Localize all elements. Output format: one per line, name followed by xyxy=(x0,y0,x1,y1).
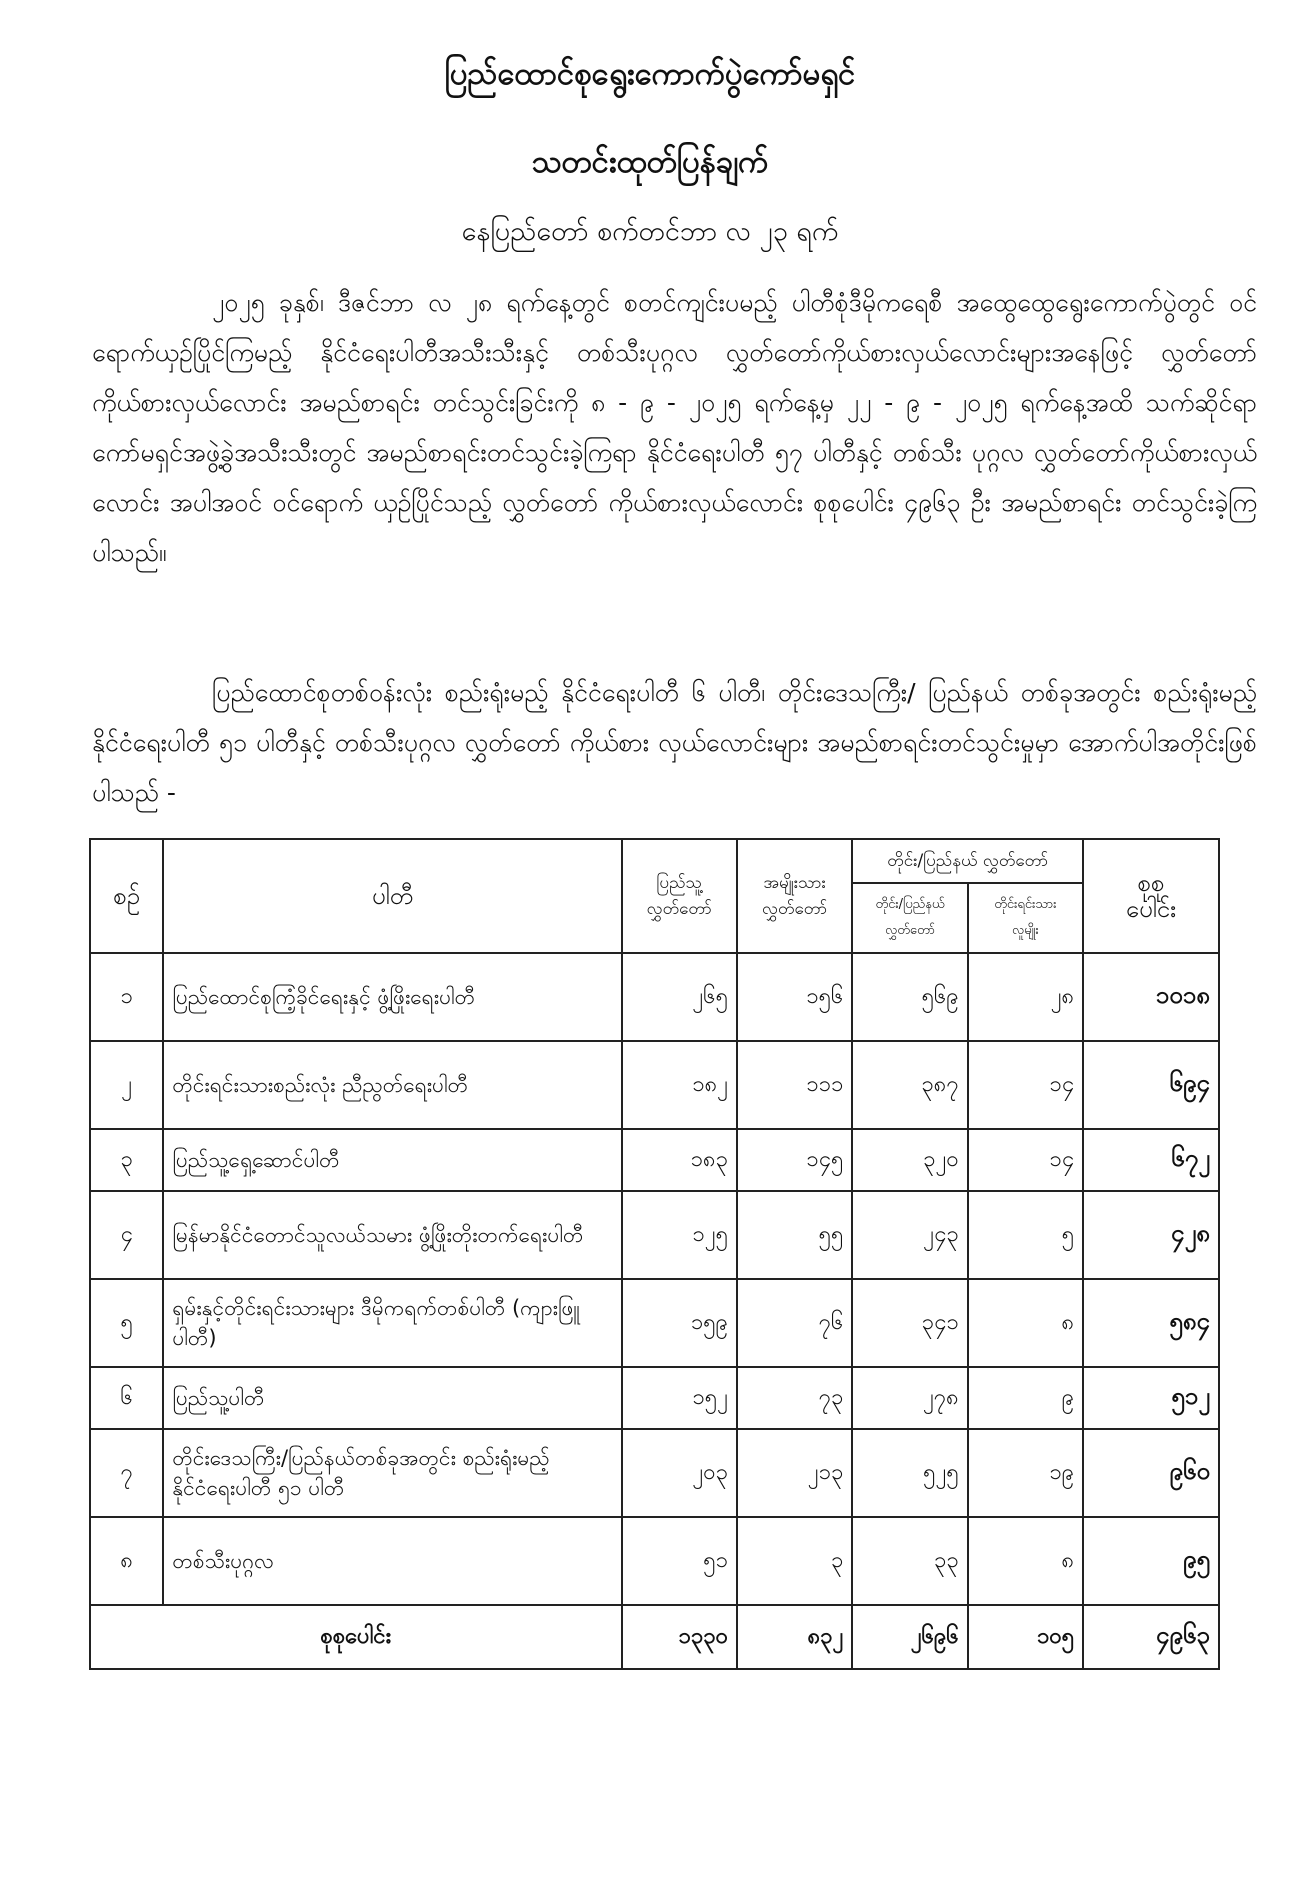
row-total: ၄၂၈ xyxy=(1083,1191,1219,1279)
row-no: ၄ xyxy=(90,1191,163,1279)
row-ethnic: ၅ xyxy=(968,1191,1083,1279)
dateline: နေပြည်တော် စက်တင်ဘာ လ ၂၃ ရက် xyxy=(461,216,839,247)
row-total: ၅၁၂ xyxy=(1083,1367,1219,1429)
row-region: ၅၆၉ xyxy=(852,953,967,1041)
table-row xyxy=(90,1517,1219,1605)
header-party: ပါတီ xyxy=(163,839,621,953)
table-body xyxy=(90,953,1219,1605)
table-row xyxy=(90,1041,1219,1129)
row-region: ၂၇၈ xyxy=(852,1367,967,1429)
row-no: ၆ xyxy=(90,1367,163,1429)
row-pyithu: ၁၅၂ xyxy=(622,1367,737,1429)
totals-amyotha: ၈၃၂ xyxy=(737,1605,852,1669)
candidate-table xyxy=(89,838,1220,1670)
document-subtitle: သတင်းထုတ်ပြန်ချက် xyxy=(531,144,769,180)
row-no: ၃ xyxy=(90,1129,163,1191)
row-total: ၆၉၄ xyxy=(1083,1041,1219,1129)
header-amyotha: အမျိုးသား လွှတ်တော် xyxy=(737,839,852,953)
header-region-hluttaw: တိုင်း/ပြည်နယ် လွှတ်တော် xyxy=(852,883,967,953)
row-party: မြန်မာနိုင်ငံတောင်သူလယ်သမား ဖွံ့ဖြိုးတိုးတက်ရေးပါတီ xyxy=(163,1191,621,1279)
row-region: ၅၂၅ xyxy=(852,1429,967,1517)
header-no: စဉ် xyxy=(90,839,163,953)
row-total: ၅၈၄ xyxy=(1083,1279,1219,1367)
row-amyotha: ၁၅၆ xyxy=(737,953,852,1041)
row-pyithu: ၂၆၅ xyxy=(622,953,737,1041)
row-pyithu: ၁၈၂ xyxy=(622,1041,737,1129)
table-header-row xyxy=(90,839,1219,883)
row-region: ၃၈၇ xyxy=(852,1041,967,1129)
row-total: ၁၀၁၈ xyxy=(1083,953,1219,1041)
row-pyithu: ၂၀၃ xyxy=(622,1429,737,1517)
totals-total: ၄၉၆၃ xyxy=(1083,1605,1219,1669)
table-row xyxy=(90,1279,1219,1367)
totals-row xyxy=(90,1605,1219,1669)
header-total: စုစု ပေါင်း xyxy=(1083,839,1219,953)
row-no: ၇ xyxy=(90,1429,163,1517)
table-row xyxy=(90,1191,1219,1279)
row-party: ပြည်ထောင်စုကြံ့ခိုင်ရေးနှင့် ဖွံ့ဖြိုးရေးပါတီ xyxy=(163,953,621,1041)
row-ethnic: ၂၈ xyxy=(968,953,1083,1041)
table-row xyxy=(90,1129,1219,1191)
row-no: ၅ xyxy=(90,1279,163,1367)
row-party: တိုင်းရင်းသားစည်းလုံး ညီညွတ်ရေးပါတီ xyxy=(163,1041,621,1129)
totals-label: စုစုပေါင်း xyxy=(90,1605,622,1669)
header-pyithu: ပြည်သူ့ လွှတ်တော် xyxy=(622,839,737,953)
row-party: တစ်သီးပုဂ္ဂလ xyxy=(163,1517,621,1605)
table-row xyxy=(90,1367,1219,1429)
row-total: ၉၅ xyxy=(1083,1517,1219,1605)
table-row xyxy=(90,953,1219,1041)
row-total: ၉၆၀ xyxy=(1083,1429,1219,1517)
header-region-group: တိုင်း/ပြည်နယ် လွှတ်တော် xyxy=(852,839,1083,883)
row-total: ၆၇၂ xyxy=(1083,1129,1219,1191)
row-amyotha: ၂၁၃ xyxy=(737,1429,852,1517)
row-region: ၃၂၀ xyxy=(852,1129,967,1191)
row-amyotha: ၇၆ xyxy=(737,1279,852,1367)
row-amyotha: ၁၄၅ xyxy=(737,1129,852,1191)
row-party: ပြည်သူ့ပါတီ xyxy=(163,1367,621,1429)
row-no: ၈ xyxy=(90,1517,163,1605)
totals-pyithu: ၁၃၃၀ xyxy=(622,1605,737,1669)
row-pyithu: ၅၁ xyxy=(622,1517,737,1605)
totals-ethnic: ၁၀၅ xyxy=(968,1605,1083,1669)
row-ethnic: ၉ xyxy=(968,1367,1083,1429)
paragraph-2: ပြည်ထောင်စုတစ်ဝန်းလုံး စည်းရုံးမည့် နိုင်ငံရေးပါတီ ၆ ပါတီ၊ တိုင်းဒေသကြီး/ ပြည်နယ် တစ်ခုအတွင်း စည်းရုံးမည့် နိုင်ငံရေးပါတီ ၅၁ ပါတီနှင့် တစ်သီးပုဂ္ဂလ လွှတ်တော် ကိုယ်စား လှယ်လောင်းများ အမည်စာရင်းတင်သွင်းမှုမှာ အောက်ပါအတိုင်းဖြစ်ပါသည် - xyxy=(92,678,1257,807)
row-no: ၁ xyxy=(90,953,163,1041)
row-ethnic: ၁၄ xyxy=(968,1041,1083,1129)
document-title: ပြည်ထောင်စုရွေးကောက်ပွဲကော်မရှင် xyxy=(444,56,856,92)
header-ethnic: တိုင်းရင်းသား လူမျိုး xyxy=(968,883,1083,953)
row-ethnic: ၈ xyxy=(968,1517,1083,1605)
paragraph-1: ၂၀၂၅ ခုနှစ်၊ ဒီဇင်ဘာ လ ၂၈ ရက်နေ့တွင် စတင်ကျင်းပမည့် ပါတီစုံဒီမိုကရေစီ အထွေထွေရွေးကောက်ပွဲတွင် ဝင်ရောက်ယှဉ်ပြိုင်ကြမည့် နိုင်ငံရေးပါတီအသီးသီးနှင့် တစ်သီးပုဂ္ဂလ လွှတ်တော်ကိုယ်စားလှယ်လောင်းများအနေဖြင့် လွှတ်တော်ကိုယ်စားလှယ်လောင်း အမည်စာရင်း တင်သွင်းခြင်းကို ၈ - ၉ - ၂၀၂၅ ရက်နေ့မှ ၂၂ - ၉ - ၂၀၂၅ ရက်နေ့အထိ သက်ဆိုင်ရာ ကော်မရှင်အဖွဲ့ခွဲအသီးသီးတွင် အမည်စာရင်းတင်သွင်းခဲ့ကြရာ နိုင်ငံရေးပါတီ ၅၇ ပါတီနှင့် တစ်သီး ပုဂ္ဂလ လွှတ်တော်ကိုယ်စားလှယ်လောင်း အပါအဝင် ဝင်ရောက် ယှဉ်ပြိုင်သည့် လွှတ်တော် ကိုယ်စားလှယ်လောင်း စုစုပေါင်း ၄၉၆၃ ဦး အမည်စာရင်း တင်သွင်းခဲ့ကြပါသည်။ xyxy=(92,288,1257,567)
row-region: ၂၄၃ xyxy=(852,1191,967,1279)
row-pyithu: ၁၅၉ xyxy=(622,1279,737,1367)
row-pyithu: ၁၈၃ xyxy=(622,1129,737,1191)
row-party: ပြည်သူ့ရှေ့ဆောင်ပါတီ xyxy=(163,1129,621,1191)
row-ethnic: ၈ xyxy=(968,1279,1083,1367)
row-amyotha: ၁၁၁ xyxy=(737,1041,852,1129)
row-party: တိုင်းဒေသကြီး/ပြည်နယ်တစ်ခုအတွင်း စည်းရုံးမည့် နိုင်ငံရေးပါတီ ၅၁ ပါတီ xyxy=(163,1429,621,1517)
row-no: ၂ xyxy=(90,1041,163,1129)
row-pyithu: ၁၂၅ xyxy=(622,1191,737,1279)
row-ethnic: ၁၄ xyxy=(968,1129,1083,1191)
row-region: ၃၄၁ xyxy=(852,1279,967,1367)
row-amyotha: ၃ xyxy=(737,1517,852,1605)
row-amyotha: ၅၅ xyxy=(737,1191,852,1279)
row-ethnic: ၁၉ xyxy=(968,1429,1083,1517)
row-amyotha: ၇၃ xyxy=(737,1367,852,1429)
table-row xyxy=(90,1429,1219,1517)
row-region: ၃၃ xyxy=(852,1517,967,1605)
row-party: ရှမ်းနှင့်တိုင်းရင်းသားများ ဒီမိုကရက်တစ်ပါတီ (ကျားဖြူပါတီ) xyxy=(163,1279,621,1367)
totals-region: ၂၆၉၆ xyxy=(852,1605,967,1669)
